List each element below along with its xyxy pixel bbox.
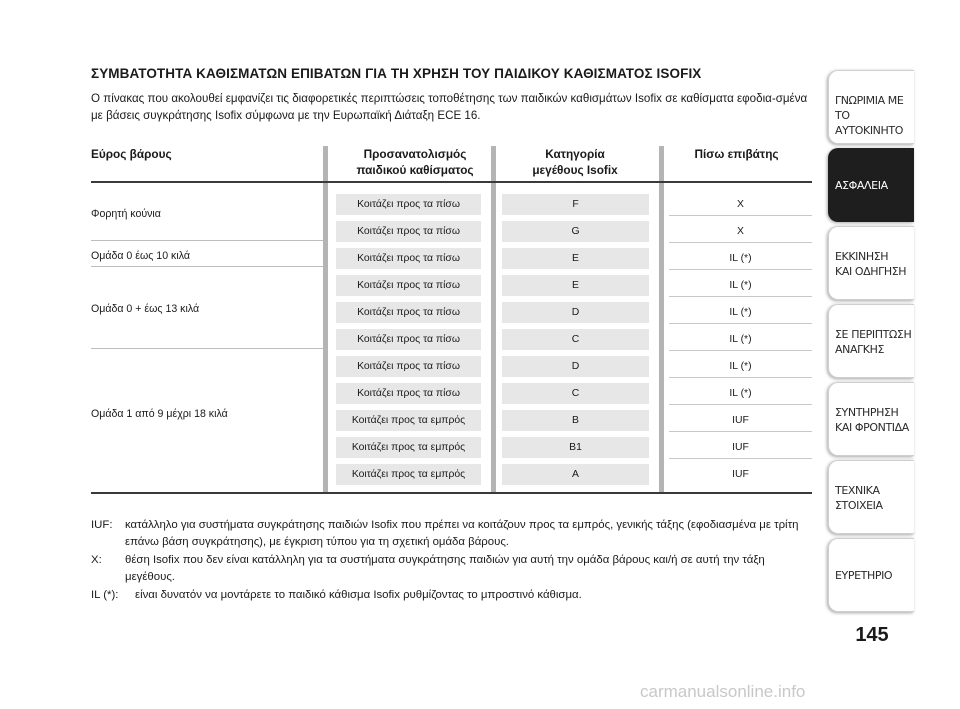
row-divider (669, 215, 812, 216)
column-separator (323, 146, 328, 494)
note-x (91, 552, 813, 585)
cell-orientation: Κοιτάζει προς τα πίσω (336, 194, 481, 215)
cell-size-class: E (502, 248, 649, 269)
tab-maintenance-care[interactable] (828, 382, 914, 456)
header-orientation-line2: παιδικού καθίσματος (356, 163, 474, 177)
cell-size-class: D (502, 356, 649, 377)
header-size-class (501, 146, 649, 178)
row-divider (669, 458, 812, 459)
cell-rear-passenger: IL (*) (669, 248, 812, 269)
cell-size-class: B1 (502, 437, 649, 458)
cell-rear-passenger: IL (*) (669, 383, 812, 404)
tab-starting-driving[interactable] (828, 226, 914, 300)
header-rear-passenger: Πίσω επιβάτης (694, 147, 779, 161)
tab-technical-data[interactable] (828, 460, 914, 534)
row-divider (669, 242, 812, 243)
tab-emergency[interactable] (828, 304, 914, 378)
row-divider (669, 323, 812, 324)
group-divider (91, 266, 323, 267)
row-divider (669, 350, 812, 351)
header-orientation-line1: Προσανατολισμός (363, 147, 467, 161)
legend-notes (91, 517, 813, 606)
header-weight-range: Εύρος βάρους (91, 147, 172, 161)
cell-rear-passenger: IUF (669, 437, 812, 458)
tab-label-line2: ΚΑΙ ΦΡΟΝΤΙΔΑ (835, 421, 909, 434)
note-il (91, 587, 813, 604)
group-label-group0plus: Ομάδα 0 + έως 13 κιλά (91, 303, 200, 315)
column-separator (491, 146, 496, 494)
cell-orientation: Κοιτάζει προς τα πίσω (336, 329, 481, 350)
tab-getting-to-know-car[interactable] (828, 70, 914, 144)
group-label-group0: Ομάδα 0 έως 10 κιλά (91, 250, 190, 262)
header-seat-orientation (336, 146, 494, 178)
tab-label-line1: ΣΥΝΤΗΡΗΣΗ (835, 406, 899, 419)
tab-label-line1: ΤΕΧΝΙΚΑ (835, 484, 880, 497)
cell-orientation: Κοιτάζει προς τα πίσω (336, 248, 481, 269)
note-iuf (91, 517, 813, 550)
tab-label-line1: ΕΥΡΕΤΗΡΙΟ (835, 569, 893, 582)
note-key: IL (*): (91, 589, 119, 601)
cell-rear-passenger: IL (*) (669, 302, 812, 323)
cell-rear-passenger: IL (*) (669, 356, 812, 377)
tab-label-line2: ΑΝΑΓΚΗΣ (835, 343, 885, 356)
watermark-text: carmanualsonline.info (640, 682, 806, 701)
cell-size-class: A (502, 464, 649, 485)
note-text: θέση Isofix που δεν είναι κατάλληλη για τα συστήματα συγκράτησης παιδιών για αυτή την ομάδα βάρους και/ή σε αυτή την τάξη μεγέθους. (125, 554, 765, 583)
tab-index[interactable] (828, 538, 914, 612)
cell-orientation: Κοιτάζει προς τα πίσω (336, 302, 481, 323)
row-divider (669, 296, 812, 297)
cell-orientation: Κοιτάζει προς τα εμπρός (336, 410, 481, 431)
tab-safety[interactable] (828, 148, 914, 222)
group-divider (91, 240, 323, 241)
cell-orientation: Κοιτάζει προς τα εμπρός (336, 464, 481, 485)
cell-rear-passenger: IUF (669, 464, 812, 485)
header-size-line2: μεγέθους Isofix (532, 163, 618, 177)
cell-orientation: Κοιτάζει προς τα πίσω (336, 383, 481, 404)
cell-rear-passenger: IL (*) (669, 329, 812, 350)
header-size-line1: Κατηγορία (545, 147, 605, 161)
note-text: κατάλληλο για συστήματα συγκράτησης παιδιών Isofix που πρέπει να κοιτάζουν προς τα εμπρός, γενικής τάξης (εφοδιασμένα με τρίτη επάνω βάση συγκράτησης), με έγκριση τύπου για τη σχετική ομάδα βάρους. (125, 519, 799, 548)
cell-size-class: C (502, 329, 649, 350)
cell-rear-passenger: X (669, 194, 812, 215)
tab-label-line2: ΑΥΤΟΚΙΝΗΤΟ (835, 124, 903, 137)
tab-label-line2: ΚΑΙ ΟΔΗΓΗΣΗ (835, 265, 907, 278)
group-label-carrycot: Φορητή κούνια (91, 208, 161, 220)
row-divider (669, 377, 812, 378)
intro-paragraph: Ο πίνακας που ακολουθεί εμφανίζει τις διαφορετικές περιπτώσεις τοποθέτησης των παιδικών καθισμάτων Isofix σε καθίσματα εφοδια-σμένα με βάσεις συγκράτησης Isofix σύμφωνα με την Ευρωπαϊκή Διάταξη ECE 16. (91, 92, 808, 122)
cell-orientation: Κοιτάζει προς τα πίσω (336, 275, 481, 296)
isofix-compatibility-table (91, 146, 812, 496)
cell-orientation: Κοιτάζει προς τα πίσω (336, 356, 481, 377)
cell-size-class: G (502, 221, 649, 242)
note-key: X: (91, 554, 102, 566)
cell-orientation: Κοιτάζει προς τα πίσω (336, 221, 481, 242)
table-top-rule (91, 181, 812, 183)
tab-label-line1: ΓΝΩΡΙΜΙΑ ΜΕ ΤΟ (835, 94, 904, 122)
tab-label-line2: ΣΤΟΙΧΕΙΑ (835, 499, 883, 512)
table-bottom-rule (91, 492, 812, 494)
cell-size-class: C (502, 383, 649, 404)
row-divider (669, 269, 812, 270)
cell-rear-passenger: X (669, 221, 812, 242)
cell-size-class: F (502, 194, 649, 215)
note-key: IUF: (91, 519, 113, 531)
cell-orientation: Κοιτάζει προς τα εμπρός (336, 437, 481, 458)
column-separator (659, 146, 664, 494)
cell-size-class: D (502, 302, 649, 323)
note-text: είναι δυνατόν να μοντάρετε το παιδικό κάθισμα Isofix ρυθμίζοντας το μπροστινό κάθισμα. (135, 589, 582, 601)
page-number: 145 (855, 624, 889, 646)
group-divider (91, 348, 323, 349)
group-label-group1: Ομάδα 1 από 9 μέχρι 18 κιλά (91, 408, 228, 420)
row-divider (669, 431, 812, 432)
cell-size-class: E (502, 275, 649, 296)
tab-label-line1: ΑΣΦΑΛΕΙΑ (835, 179, 888, 192)
page-title: ΣΥΜΒΑΤΟΤΗΤΑ ΚΑΘΙΣΜΑΤΩΝ ΕΠΙΒΑΤΩΝ ΓΙΑ ΤΗ ΧΡΗΣΗ ΤΟΥ ΠΑΙΔΙΚΟΥ ΚΑΘΙΣΜΑΤΟΣ ISOFIX (91, 66, 702, 81)
cell-size-class: B (502, 410, 649, 431)
cell-rear-passenger: IL (*) (669, 275, 812, 296)
cell-rear-passenger: IUF (669, 410, 812, 431)
tab-label-line1: ΣΕ ΠΕΡΙΠΤΩΣΗ (835, 328, 912, 341)
row-divider (669, 404, 812, 405)
tab-label-line1: ΕΚΚΙΝΗΣΗ (835, 250, 889, 263)
